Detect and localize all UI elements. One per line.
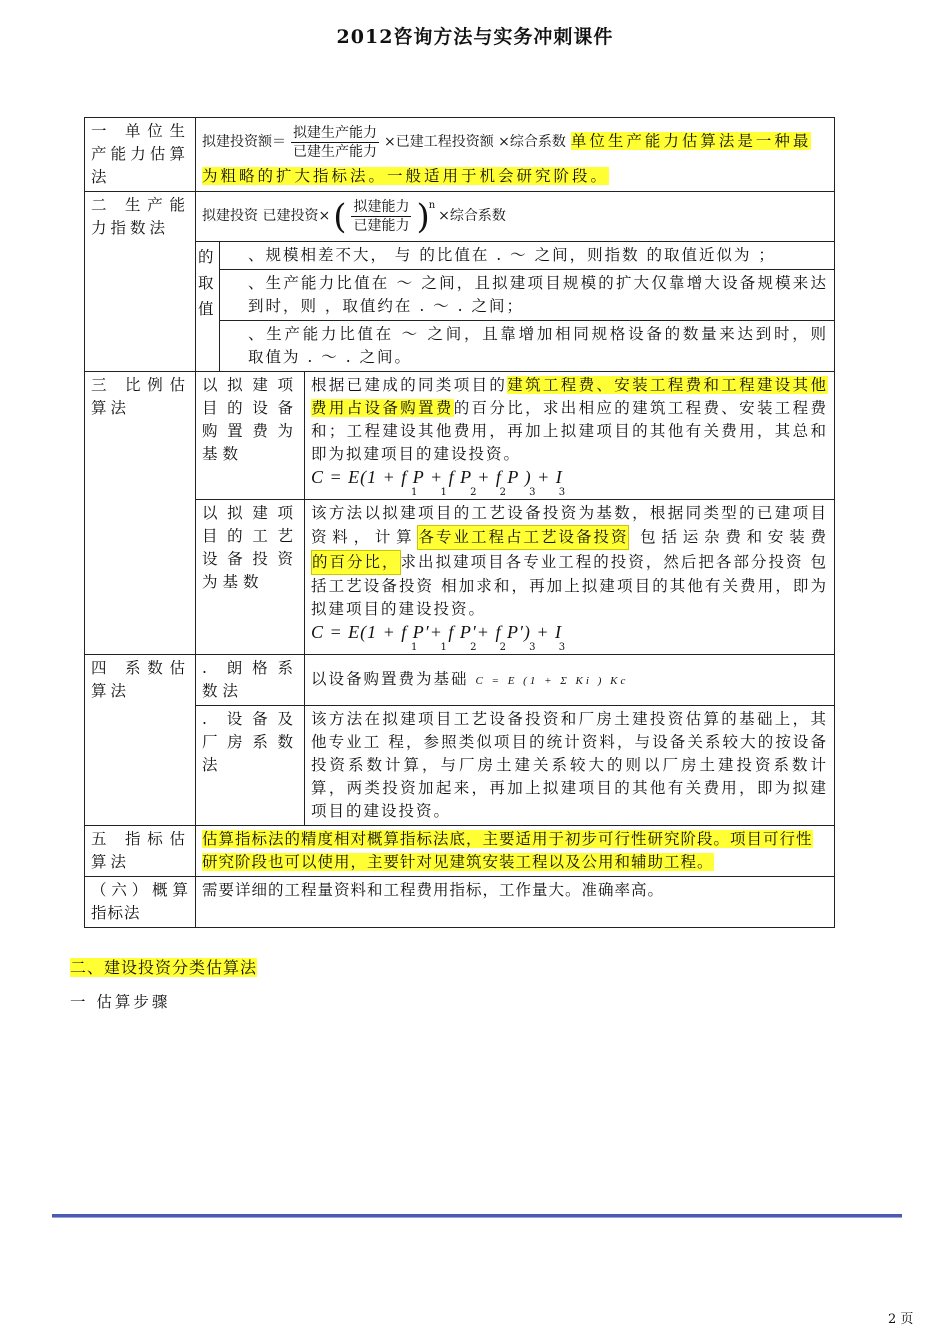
table-row: [85, 706, 835, 826]
estimation-methods-table: [84, 117, 835, 928]
description-cell: [305, 500, 835, 655]
footer-divider: [52, 1214, 902, 1218]
highlighted-description: 估算指标法的精度相对概算指标法底，主要适用于初步可行性研究阶段。项目可行性研究阶段也可以使用，主要针对见建筑安装工程以及公用和辅助工程。: [202, 830, 813, 871]
page-number: 2 页: [888, 1312, 914, 1327]
desc-text: 的百分比，求出相应的建筑工程费、安装工程费和；工程建设其他费用，再加上拟建项目的其他有关费用，其总和即为拟建项目的建设投资。: [311, 399, 828, 463]
formula-rhs: ×已建工程投资额 ×综合系数: [384, 134, 566, 150]
desc-text: 以设备购置费为基础: [311, 669, 469, 688]
table-row: [85, 372, 835, 500]
highlighted-text: 建筑工程费、安装工程费和工程建设其他费用占设备购置费: [311, 376, 828, 417]
table-row: [85, 877, 835, 928]
right-paren-glyph: ): [416, 196, 430, 237]
sub-method-cell: 以拟建项目的工艺设备投资为基数: [196, 500, 305, 655]
formula-rhs: ×综合系数: [438, 208, 506, 224]
rule-item: 、规模相差不大， 与 的比值在 . ～ 之间，则指数 的取值近似为 ；: [220, 242, 835, 270]
formula-subscripts: 1 1 2 2 3 3: [411, 642, 576, 653]
sub-method-cell: 以拟建项目的设备购置费为基数: [196, 372, 305, 500]
table-row: [85, 192, 835, 242]
highlighted-text: 的百分比，: [311, 550, 401, 575]
description-cell: [196, 826, 835, 877]
formula-fraction: [291, 124, 379, 161]
sub-method-cell: . 朗格系数法: [196, 655, 305, 706]
formula-lang-factor: C = E (1 + Σ Ki ) Kc: [475, 674, 629, 687]
description-cell: [196, 118, 835, 192]
page-header-title: 2012咨询方法与实务冲刺课件: [336, 26, 614, 48]
formula-lhs: 拟建投资额＝: [202, 134, 286, 150]
formula-capacity-index: [202, 194, 506, 239]
method-cell: 四 系数估算法: [85, 655, 196, 826]
description-cell: 需要详细的工程量资料和工程费用指标，工作量大。准确率高。: [196, 877, 835, 928]
desc-text: 该方法以拟建项目的工艺设备投资为基数，根据同类型的已建项目资料，计算: [311, 504, 828, 546]
table-row: [85, 655, 835, 706]
desc-text: 求出拟建项目各专业工程的投资，然后把各部分投资 包括工艺设备投资 相加求和，再加上拟建项目的其他有关费用，即为拟建项目的建设投资。: [311, 553, 828, 618]
section-heading-text: 二、建设投资分类估算法: [70, 958, 258, 977]
desc-text: 根据已建成的同类项目的: [311, 376, 508, 394]
formula-denominator: 已建能力: [353, 218, 410, 234]
formula-numerator: 拟建能力: [353, 199, 410, 215]
table-row: [85, 118, 835, 192]
method-cell: （六）概算指标法: [85, 877, 196, 928]
highlighted-description: 单位生产能力估算法是一种最为粗略的扩大指标法。一般适用于机会研究阶段。: [202, 132, 812, 185]
table-row: [85, 826, 835, 877]
table-row: [85, 500, 835, 655]
description-cell: 该方法在拟建项目工艺设备投资和厂房土建投资估算的基础上，其他专业工 程，参照类似项目的统计资料，与设备关系较大的按设备投资系数计算，与厂房土建关系较大的则以厂房土建投资系数计算，两类投资加起来，再加上拟建项目的其他有关费用，即为拟建项目的建设投资。: [305, 706, 835, 826]
table-row: [85, 242, 835, 270]
formula-fraction: [351, 198, 411, 235]
formula-equipment-ratio: C = E(1 + f P + f P + f P ) + I: [311, 467, 563, 487]
sub-method-cell: . 设备及厂房系数法: [196, 706, 305, 826]
highlighted-text: 各专业工程占工艺设备投资: [417, 525, 629, 550]
method-cell: 一 单位生产能力估算法: [85, 118, 196, 192]
description-cell: [305, 372, 835, 500]
formula-subscripts: 1 1 2 2 3 3: [411, 487, 576, 498]
description-cell: [196, 192, 835, 242]
formula-lhs: 拟建投资 已建投资×: [202, 208, 331, 224]
desc-text: 包括运杂费和安装费: [629, 528, 828, 546]
method-cell: 三 比例估算法: [85, 372, 196, 655]
formula-exponent: n: [428, 200, 436, 211]
section-heading: [70, 955, 257, 978]
left-paren-glyph: (: [333, 196, 347, 237]
formula-numerator: 拟建生产能力: [293, 125, 377, 141]
section-subheading: 一 估算步骤: [70, 993, 171, 1011]
formula-process-equipment: C = E(1 + f P′+ f P′+ f P′) + I: [311, 622, 563, 642]
side-label: 的取值: [196, 242, 220, 372]
formula-unit-capacity: [202, 120, 566, 165]
method-cell: 二 生产能力指数法: [85, 192, 196, 372]
formula-denominator: 已建生产能力: [293, 144, 377, 160]
rule-item: 、生产能力比值在 ～ 之间，且拟建项目规模的扩大仅靠增大设备规模来达到时，则 ，取值约在 . ～ . 之间；: [220, 270, 835, 321]
description-cell: [305, 655, 835, 706]
rule-item: 、生产能力比值在 ～ 之间，且靠增加相同规格设备的数量来达到时，则 取值为 . ～ . 之间。: [220, 321, 835, 372]
method-cell: 五 指标估算法: [85, 826, 196, 877]
